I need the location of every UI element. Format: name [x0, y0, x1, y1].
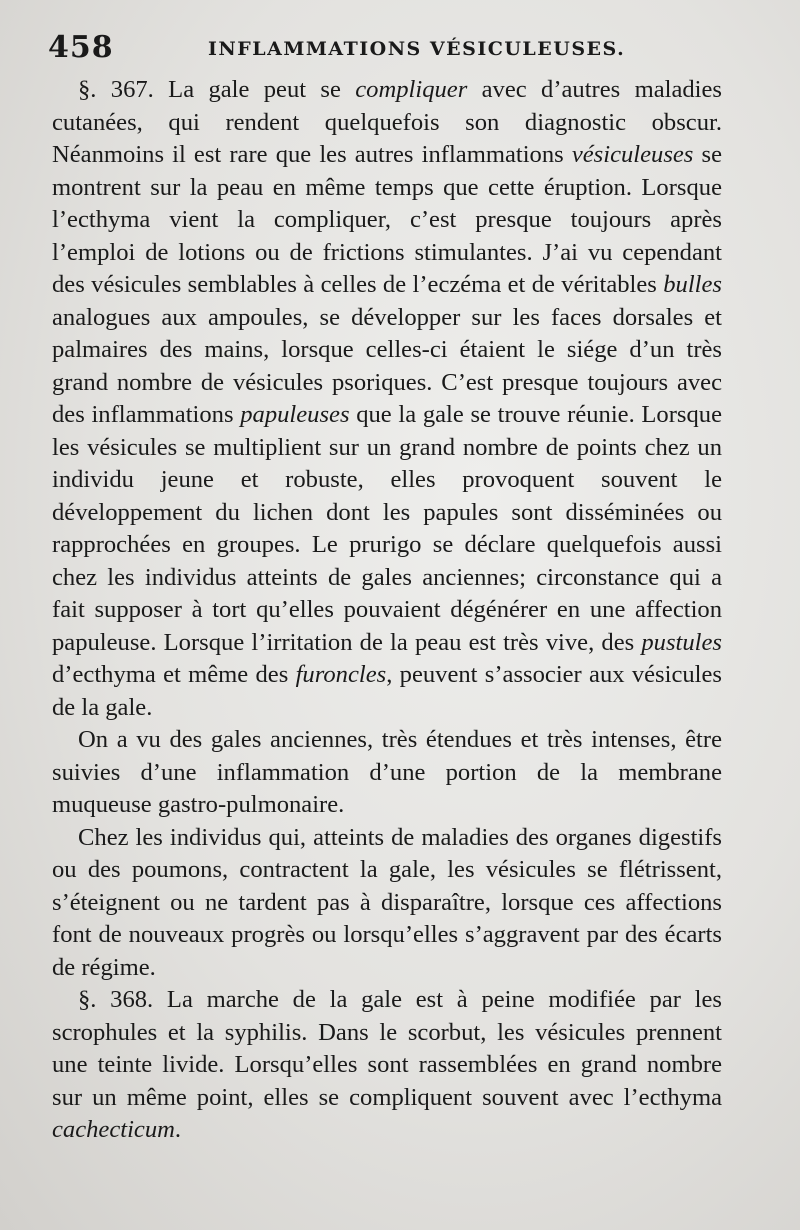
- text-segment-italic: furoncles: [295, 661, 387, 688]
- running-head: INFLAMMATIONS VÉSICULEUSES.: [208, 38, 626, 60]
- text-segment: Chez les individus qui, atteints de maladies des organes digestifs ou des poumons, contractent la gale, les vésicules se flétrissent, s’éteignent ou ne tardent pas à disparaître, lorsque ces affections font de nouveaux progrès ou lorsqu’elles s’aggravent par des écarts de régime.: [52, 823, 722, 981]
- body-text: [52, 74, 722, 1147]
- text-segment: que la gale se trouve réunie. Lorsque les vésicules se multiplient sur un grand nombre de points chez un individu jeune et robuste, elles provoquent souvent le développement du lichen dont les papules sont disséminées ou rapprochées en groupes. Le prurigo se déclare quelquefois aussi chez les individus atteints de gales anciennes; circonstance qui a fait supposer à tort qu’elles pouvaient dégénérer en une affection papuleuse. Lorsque l’irritation de la peau est très vive, des: [52, 401, 722, 656]
- paragraph-gales-anciennes: [52, 724, 722, 822]
- text-segment-italic: pustules: [641, 628, 722, 656]
- text-segment: §. 368. La marche de la gale est à peine modifiée par les scrophules et la syphilis. Dans le scorbut, les vésicules prennent une teinte livide. Lorsqu’elles sont rassemblées en grand nombre sur un même point, elles se compliquent souvent avec l’ecthyma: [52, 986, 722, 1111]
- text-segment: d’ecthyma et même des: [52, 661, 296, 688]
- text-segment: analogues aux ampoules, se développer sur les faces dorsales et palmaires des mains, lorsque celles-ci étaient le siége d’un très grand nombre de vésicules psoriques. C’est presque toujours avec des inflammations: [52, 303, 722, 428]
- text-segment: §. 367. La gale peut se: [78, 76, 356, 103]
- text-segment: se montrent sur la peau en même temps que cette éruption. Lorsque l’ecthyma vient la compliquer, c’est presque toujours après l’emploi de lotions ou de frictions stimulantes. J’ai vu cependant des vésicules semblables à celles de l’eczéma et de véritables: [52, 141, 722, 298]
- text-segment: On a vu des gales anciennes, très étendues et très intenses, être suivies d’une inflammation d’une portion de la membrane muqueuse gastro-pulmonaire.: [52, 726, 722, 818]
- text-segment-italic: bulles: [663, 271, 722, 298]
- text-segment-italic: cachecticum: [52, 1116, 175, 1143]
- text-segment: , peuvent s’associer aux vésicules de la gale.: [52, 661, 722, 721]
- paragraph-368: [52, 984, 722, 1147]
- page-number: 458: [48, 30, 114, 65]
- text-segment: .: [174, 1116, 182, 1143]
- page-header: [40, 30, 760, 70]
- text-segment-italic: papuleuses: [240, 401, 350, 428]
- paragraph-individus: [52, 822, 722, 985]
- paragraph-367: [52, 74, 722, 724]
- text-segment-italic: compliquer: [355, 76, 468, 103]
- text-segment: avec d’autres maladies cutanées, qui rendent quelquefois son diagnostic obscur. Néanmoins il est rare que les autres inflammations: [52, 76, 722, 168]
- text-segment-italic: vésiculeuses: [571, 141, 694, 168]
